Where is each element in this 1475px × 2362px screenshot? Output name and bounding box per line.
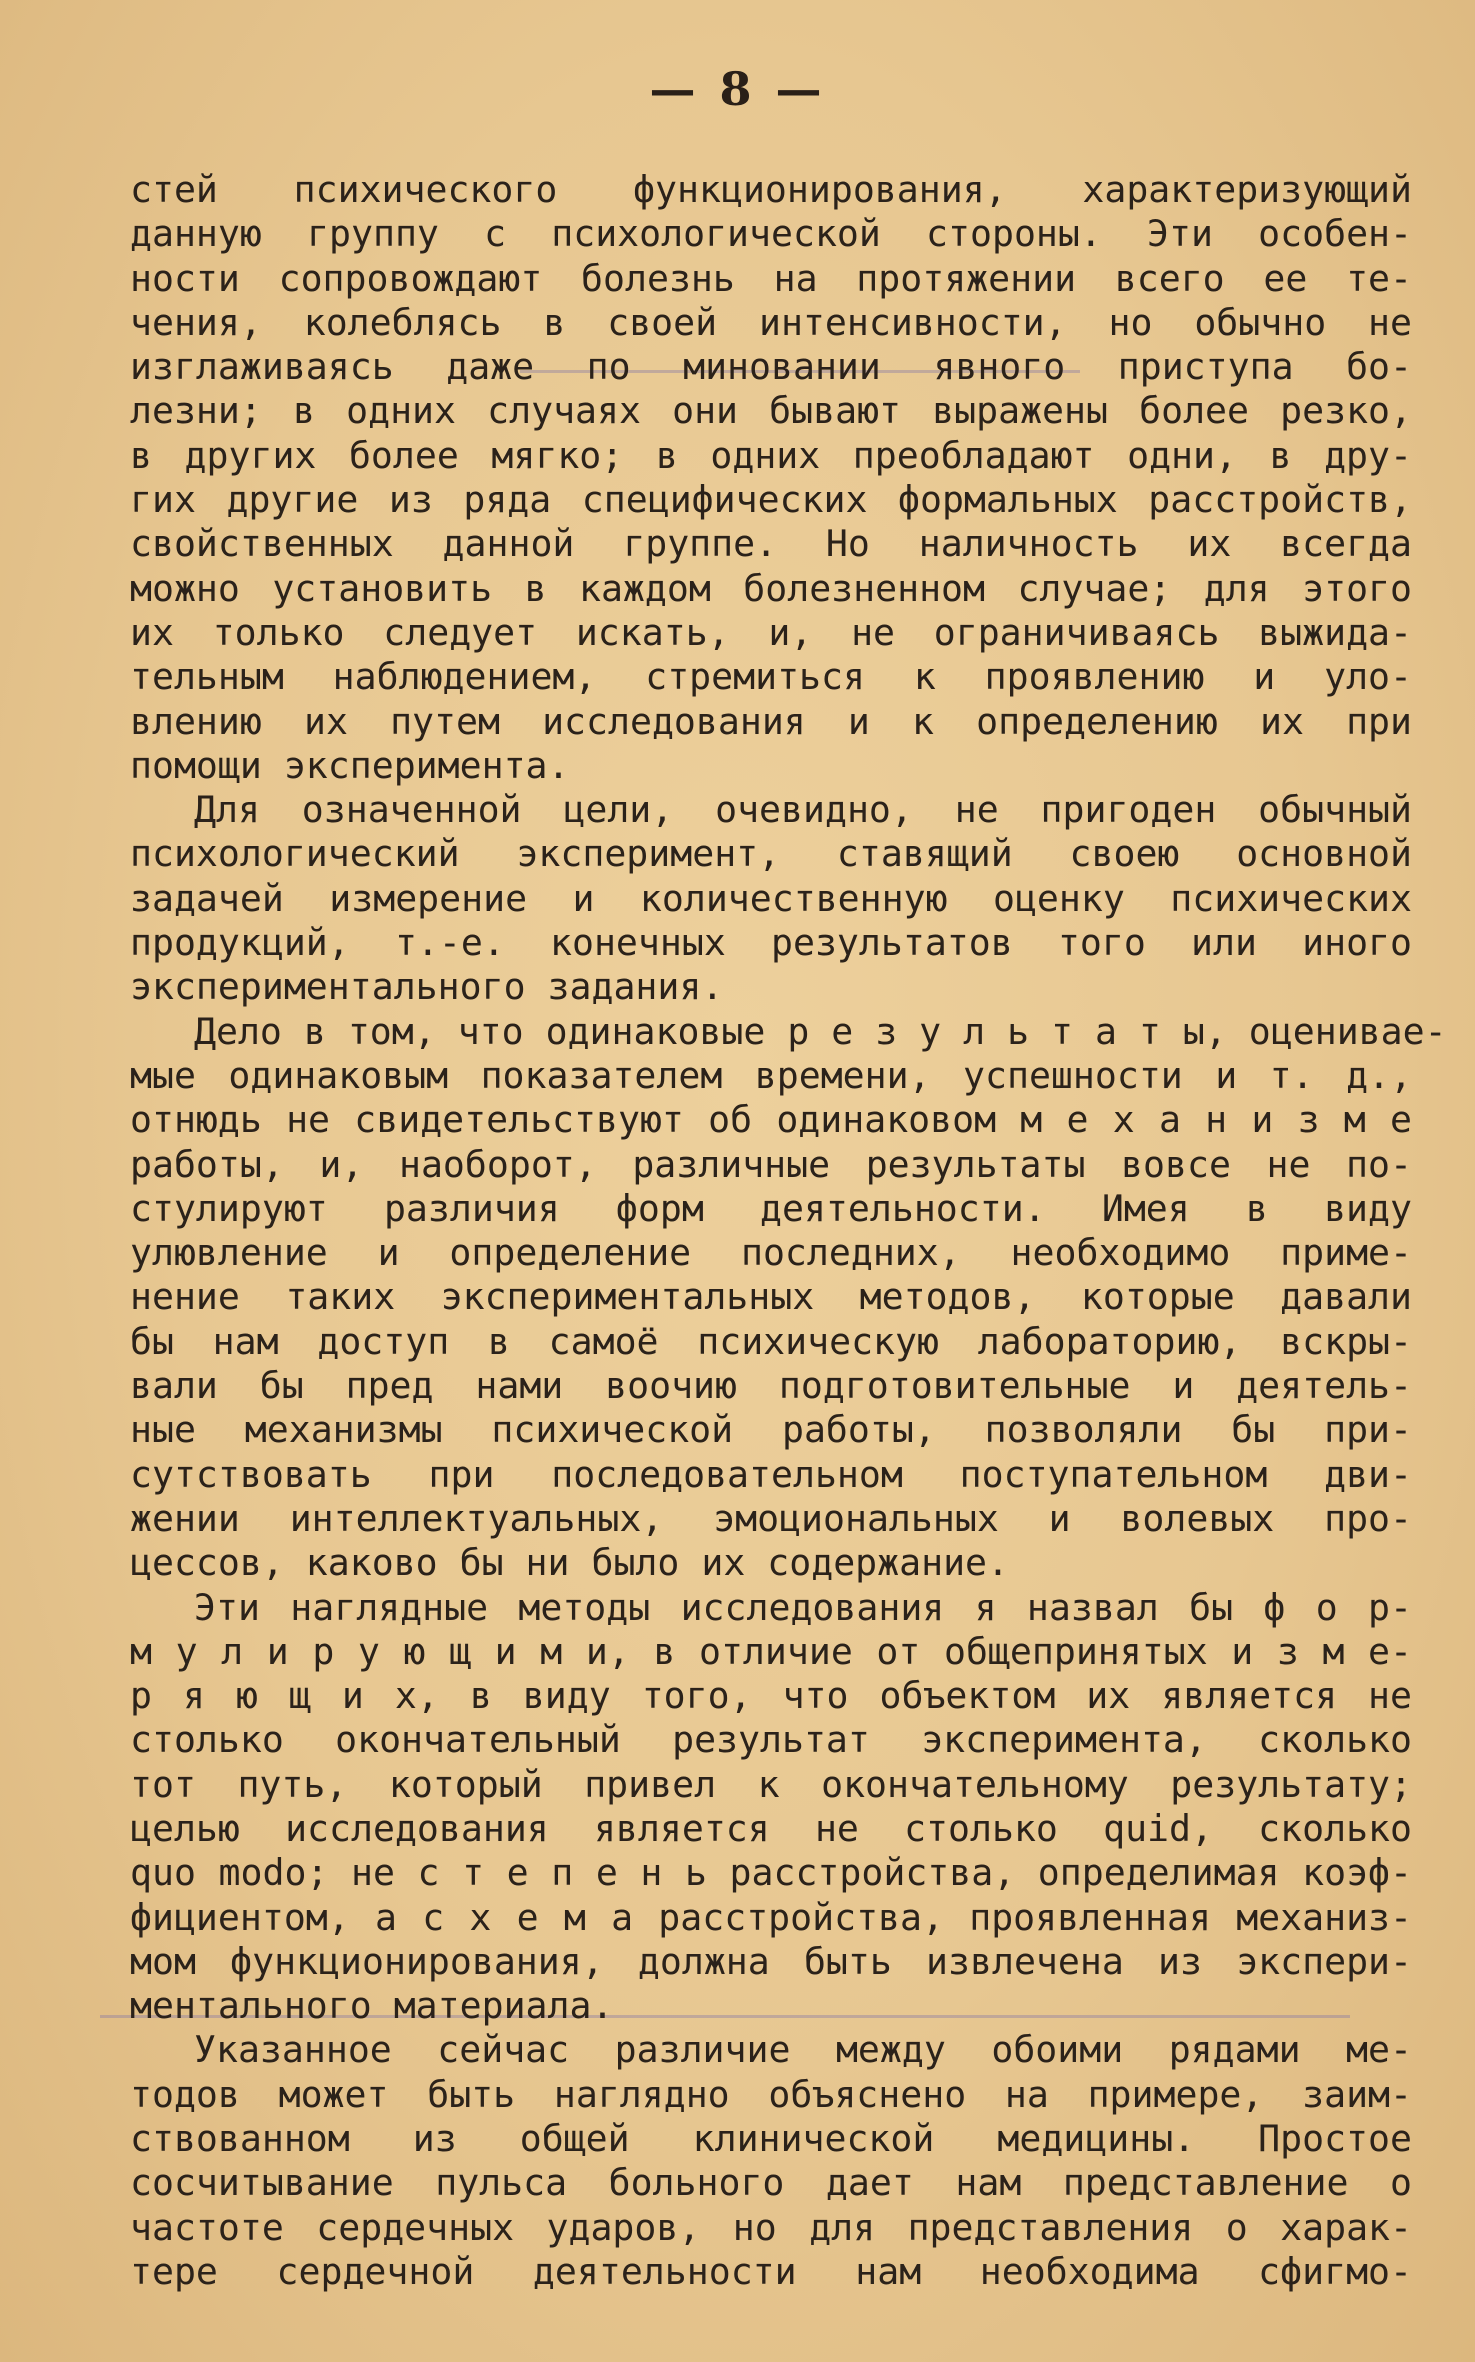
text-line: отнюдь не свидетельствуют об одинаковом м е х а н и з м е: [130, 1098, 1412, 1142]
text-line: цессов, каково бы ни было их содержание.: [130, 1541, 1009, 1585]
text-line: р я ю щ и х, в виду того, что объектом их является не: [130, 1674, 1412, 1718]
text-line: столько окончательный результат эксперимента, сколько: [130, 1718, 1412, 1762]
text-line: тере сердечной деятельности нам необходима сфигмо-: [130, 2249, 1412, 2293]
text-line: мом функционирования, должна быть извлечена из экспери-: [130, 1939, 1412, 1983]
text-line: экспериментального задания.: [130, 965, 724, 1009]
text-line: фициентом, а с х е м а расстройства, проявленная механиз-: [130, 1895, 1412, 1939]
text-line: нение таких экспериментальных методов, которые давали: [130, 1275, 1412, 1319]
text-line: quo modo; не с т е п е н ь расстройства, определимая коэф-: [130, 1851, 1412, 1895]
text-line: целью исследования является не столько quid, сколько: [130, 1806, 1412, 1850]
text-line: гих другие из ряда специфических формальных расстройств,: [130, 478, 1412, 522]
body-text: [130, 168, 1447, 2294]
text-line: стей психического функционирования, характеризующий: [130, 168, 1412, 211]
text-line: работы, и, наоборот, различные результаты вовсе не по-: [130, 1142, 1412, 1186]
text-line: мые одинаковым показателем времени, успешности и т. д.,: [130, 1053, 1412, 1097]
text-line: психологический эксперимент, ставящий своею основной: [130, 832, 1412, 876]
text-line: Указанное сейчас различие между обоими рядами ме-: [194, 2028, 1412, 2072]
text-line: можно установить в каждом болезненном случае; для этого: [130, 566, 1412, 610]
text-line: Для означенной цели, очевидно, не пригоден обычный: [194, 788, 1412, 832]
text-line: жении интеллектуальных, эмоциональных и волевых про-: [130, 1496, 1412, 1540]
text-line: в других более мягко; в одних преобладают одни, в дру-: [130, 433, 1412, 477]
text-line: улювление и определение последних, необходимо приме-: [130, 1231, 1412, 1275]
text-line: чения, колеблясь в своей интенсивности, но обычно не: [130, 300, 1412, 344]
text-line: бы нам доступ в самоё психическую лабораторию, вскры-: [130, 1319, 1412, 1363]
text-line: вали бы пред нами воочию подготовительные и деятель-: [130, 1364, 1412, 1408]
text-line: задачей измерение и количественную оценку психических: [130, 876, 1412, 920]
text-line: данную группу с психологической стороны. Эти особен-: [130, 212, 1412, 256]
text-line: стулируют различия форм деятельности. Имея в виду: [130, 1186, 1412, 1230]
text-line: ментального материала.: [130, 1984, 614, 2028]
text-line: Дело в том, что одинаковые р е з у л ь т а т ы, оценивае-: [194, 1009, 1447, 1053]
text-line: помощи эксперимента.: [130, 743, 570, 787]
text-line: ные механизмы психической работы, позволяли бы при-: [130, 1408, 1412, 1452]
text-line: ности сопровождают болезнь на протяжении всего ее те-: [130, 256, 1412, 300]
text-line: лезни; в одних случаях они бывают выражены более резко,: [130, 389, 1412, 433]
text-line: сосчитывание пульса больного дает нам представление о: [130, 2161, 1412, 2205]
paragraph: [130, 168, 1412, 788]
text-line: м у л и р у ю щ и м и, в отличие от общепринятых и з м е-: [130, 1629, 1412, 1673]
text-line: тельным наблюдением, стремиться к проявлению и уло-: [130, 655, 1412, 699]
text-line: свойственных данной группе. Но наличность их всегда: [130, 522, 1412, 566]
text-line: тот путь, который привел к окончательному результату;: [130, 1762, 1412, 1806]
paragraph: [130, 1586, 1412, 2029]
page-number: — 8 —: [649, 62, 826, 116]
text-line: ствованном из общей клинической медицины. Простое: [130, 2117, 1412, 2161]
paragraph: [130, 2028, 1412, 2294]
text-line: влению их путем исследования и к определению их при: [130, 699, 1412, 743]
text-line: изглаживаясь даже по миновании явного приступа бо-: [130, 345, 1412, 389]
paragraph: [130, 788, 1412, 1009]
text-line: Эти наглядные методы исследования я назвал бы ф о р-: [194, 1585, 1412, 1629]
text-line: сутствовать при последовательном поступательном дви-: [130, 1452, 1412, 1496]
text-line: тодов может быть наглядно объяснено на примере, заим-: [130, 2072, 1412, 2116]
text-line: их только следует искать, и, не ограничиваясь выжида-: [130, 610, 1412, 654]
paragraph: [130, 1009, 1447, 1586]
text-line: продукций, т.-е. конечных результатов того или иного: [130, 921, 1412, 965]
text-line: частоте сердечных ударов, но для представления о харак-: [130, 2205, 1412, 2249]
